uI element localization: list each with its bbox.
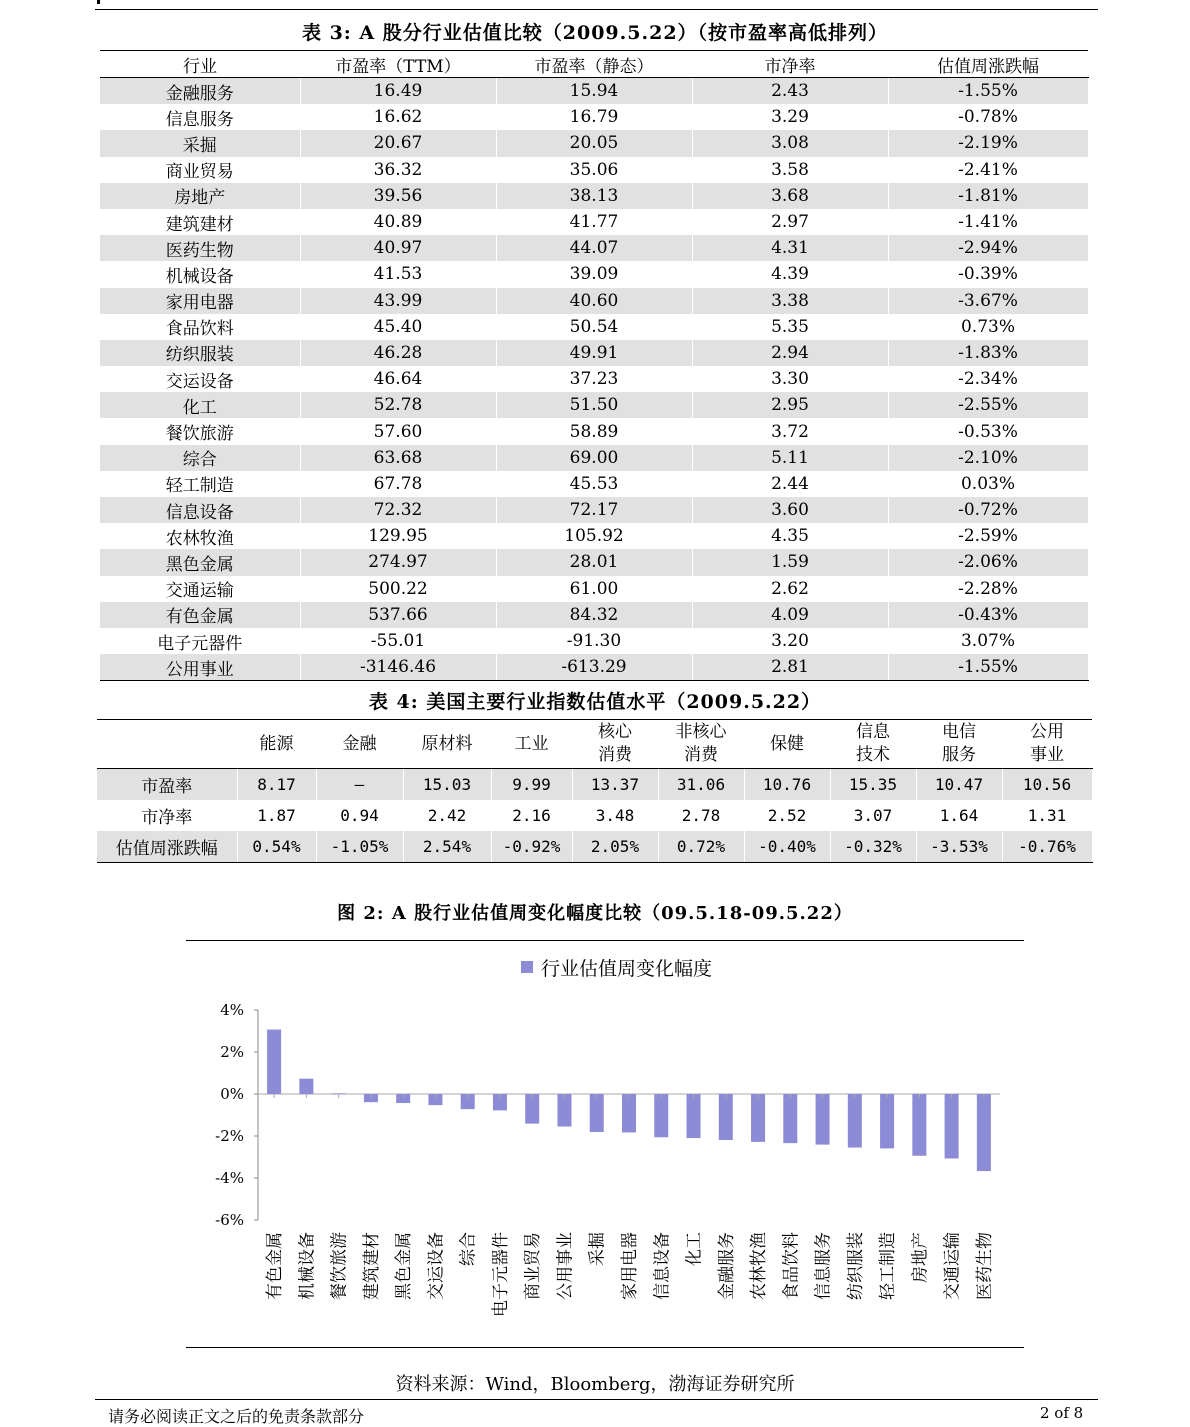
table3-cell: 3.20 [692,628,888,654]
table4-header-line: 消费 [684,745,718,765]
x-tick-label: 信息设备 [652,1232,673,1300]
table4-header-line: 金融 [342,733,377,754]
table4-cell: -0.92% [491,831,572,863]
table3-cell: 63.68 [300,445,496,471]
x-tick-label: 建筑建材 [361,1232,382,1300]
table3-cell: 2.81 [692,654,888,681]
table3-cell: 84.32 [496,602,692,628]
table3-cell: 67.78 [300,471,496,497]
x-tick-label: 金融服务 [716,1232,737,1300]
table4-cell: 8.17 [237,769,316,801]
table3-cell: 信息设备 [100,497,300,523]
table4-header-0 [97,720,237,769]
table3-header-0: 行业 [100,51,300,78]
table3-cell: 41.53 [300,261,496,287]
table4-header-10 [1002,720,1092,769]
table3-cell: 16.49 [300,78,496,105]
bar [525,1094,539,1124]
table4-header-1 [237,720,316,769]
table3-cell: 46.64 [300,366,496,392]
table-row [100,78,1088,105]
table3-cell: -1.81% [888,183,1088,209]
table4-cell: 2.05% [572,831,658,863]
figure-source: 资料来源：Wind，Bloomberg，渤海证券研究所 [395,1374,795,1395]
table3-cell: 3.07% [888,628,1088,654]
table4-cell: 10.47 [916,769,1002,801]
x-tick-label: 餐饮旅游 [329,1232,350,1300]
table-row [100,523,1088,549]
table3-cell: -0.78% [888,104,1088,130]
table-row [100,288,1088,314]
table4-header-7 [744,720,830,769]
header-rule [95,9,1098,10]
table3-cell: 农林牧渔 [100,523,300,549]
table3-cell: 3.38 [692,288,888,314]
table4-title: 表 4: 美国主要行业指数估值水平（2009.5.22） [368,691,822,713]
table3-cell: -2.19% [888,130,1088,156]
table4-header-line: 非核心 [675,722,727,742]
legend-label: 行业估值周变化幅度 [541,958,713,980]
table3-cell: 61.00 [496,576,692,602]
x-tick-label: 商业贸易 [523,1232,544,1300]
table3-cell: -91.30 [496,628,692,654]
table3-cell: -3146.46 [300,654,496,681]
table3-cell: 500.22 [300,576,496,602]
table3-cell: -2.55% [888,392,1088,418]
table3-cell: -613.29 [496,654,692,681]
table3-cell: 35.06 [496,157,692,183]
table4-cell: -0.76% [1002,831,1092,863]
table-row [100,392,1088,418]
table3-cell: 36.32 [300,157,496,183]
table3-cell: 3.72 [692,418,888,444]
table3-cell: -0.53% [888,418,1088,444]
table-row [100,314,1088,340]
table4-cell: 15.35 [830,769,916,801]
table3-cell: 15.94 [496,78,692,105]
table-row [100,602,1088,628]
table4-header-line: 工业 [514,733,549,754]
table3-cell: 机械设备 [100,261,300,287]
y-tick-label: -6% [215,1211,244,1229]
table3-cell: 2.44 [692,471,888,497]
table4-cell: 10.76 [744,769,830,801]
table-row [97,769,1092,801]
bar [719,1094,733,1140]
x-tick-label: 黑色金属 [394,1232,415,1300]
bar [751,1094,765,1142]
y-tick-label: 0% [220,1085,244,1103]
table-row [100,209,1088,235]
table3-cell: 50.54 [496,314,692,340]
table-row [100,445,1088,471]
table4-cell: -3.53% [916,831,1002,863]
table3-cell: 交运设备 [100,366,300,392]
table3-cell: 39.56 [300,183,496,209]
x-tick-label: 信息服务 [813,1232,834,1300]
bar [816,1094,830,1145]
bar [654,1094,668,1137]
table-row [100,157,1088,183]
table4-header-line: 服务 [942,745,976,765]
table3-cell: 2.62 [692,576,888,602]
table3-cell: 家用电器 [100,288,300,314]
table3-cell: -0.72% [888,497,1088,523]
table3-cell: -2.06% [888,549,1088,575]
table3-header-3: 市净率 [692,51,888,78]
table3-header-2: 市盈率（静态） [496,51,692,78]
table3-cell: 40.89 [300,209,496,235]
table3-cell: 2.43 [692,78,888,105]
x-tick-label: 家用电器 [620,1232,640,1300]
table3-cell: 采掘 [100,130,300,156]
table4-header-3 [403,720,491,769]
table3-cell: 4.31 [692,235,888,261]
table4-header-9 [916,720,1002,769]
table4-header-line: 保健 [770,733,804,754]
table3-cell: -0.43% [888,602,1088,628]
table3-cell: 3.68 [692,183,888,209]
table3-cell: 16.79 [496,104,692,130]
table3-cell: -1.55% [888,654,1088,681]
table3-cell: 5.35 [692,314,888,340]
table4-header-line: 技术 [856,745,890,765]
table3-cell: 食品饮料 [100,314,300,340]
table4-header-line: 核心 [598,722,632,742]
table-row [100,628,1088,654]
x-tick-label: 化工 [684,1232,705,1266]
table-row [100,366,1088,392]
footer-rule [95,1399,1098,1400]
table4-header-line: 电信 [942,722,976,742]
table3-cell: -2.59% [888,523,1088,549]
table4-header-line: 事业 [1030,745,1064,765]
table3-cell: -1.41% [888,209,1088,235]
figure-bottom-rule [186,1347,1024,1348]
table3-cell: 45.40 [300,314,496,340]
table3-cell: 4.09 [692,602,888,628]
table3-cell: 交通运输 [100,576,300,602]
x-tick-label: 房地产 [910,1232,931,1283]
table3-cell: -3.67% [888,288,1088,314]
table3-cell: 4.35 [692,523,888,549]
table-row [100,235,1088,261]
table3-cell: 45.53 [496,471,692,497]
table3-cell: 金融服务 [100,78,300,105]
x-tick-label: 交通运输 [942,1232,963,1300]
x-tick-label: 农林牧渔 [749,1232,770,1300]
table4-row-label: 市盈率 [97,769,237,801]
table3-cell: 105.92 [496,523,692,549]
table3-cell: 39.09 [496,261,692,287]
x-tick-label: 食品饮料 [781,1232,802,1300]
table3-cell: 58.89 [496,418,692,444]
table4-header-8 [830,720,916,769]
table-row [100,418,1088,444]
table3-cell: 274.97 [300,549,496,575]
table3-header-1: 市盈率（TTM） [300,51,496,78]
table3-cell: 建筑建材 [100,209,300,235]
table3-cell: 72.32 [300,497,496,523]
table3-cell: 41.77 [496,209,692,235]
table3-cell: 40.60 [496,288,692,314]
table3-cell: 69.00 [496,445,692,471]
table4-cell: 31.06 [658,769,744,801]
bar [783,1094,797,1143]
bar [848,1094,862,1148]
table3-cell: -2.28% [888,576,1088,602]
x-tick-label: 采掘 [587,1232,608,1266]
table4-cell: 2.52 [744,800,830,831]
table-row [100,104,1088,130]
table3-cell: 黑色金属 [100,549,300,575]
table-row [100,261,1088,287]
bar [912,1094,926,1156]
bar [977,1094,991,1171]
x-tick-label: 有色金属 [265,1232,286,1300]
bar [590,1094,604,1132]
table3-cell: 1.59 [692,549,888,575]
table3-cell: 2.94 [692,340,888,366]
table3-cell: 2.97 [692,209,888,235]
table3-cell: -1.83% [888,340,1088,366]
bar [687,1094,701,1138]
table3 [100,50,1089,681]
table3-cell: 0.73% [888,314,1088,340]
table3-cell: 3.30 [692,366,888,392]
table3-cell: 5.11 [692,445,888,471]
table4-header-6 [658,720,744,769]
table3-cell: 4.39 [692,261,888,287]
table3-cell: -2.10% [888,445,1088,471]
table-row [100,471,1088,497]
y-tick-label: -4% [215,1169,244,1187]
table4-row-label: 市净率 [97,800,237,831]
table-row [100,654,1088,681]
table3-cell: 51.50 [496,392,692,418]
table3-cell: 综合 [100,445,300,471]
table-row [100,576,1088,602]
table3-cell: -2.34% [888,366,1088,392]
table4-cell: -0.40% [744,831,830,863]
header-mark [97,0,100,4]
table4-cell: 2.54% [403,831,491,863]
table3-cell: 轻工制造 [100,471,300,497]
table-row [97,831,1092,863]
table-row [100,549,1088,575]
table3-cell: -0.39% [888,261,1088,287]
table4-cell: 2.16 [491,800,572,831]
table4-cell: 1.64 [916,800,1002,831]
table3-cell: 纺织服装 [100,340,300,366]
table4-header-line: 消费 [598,745,632,765]
table3-cell: 52.78 [300,392,496,418]
bar [267,1030,281,1094]
table4-row-label: 估值周涨跌幅 [97,831,237,863]
table3-cell: 28.01 [496,549,692,575]
bar [622,1094,636,1132]
table3-cell: 3.29 [692,104,888,130]
table3-cell: -55.01 [300,628,496,654]
table4 [97,719,1093,863]
table4-cell: — [316,769,403,801]
table4-cell: 13.37 [572,769,658,801]
figure-title: 图 2: A 股行业估值周变化幅度比较（09.5.18-09.5.22） [337,903,853,924]
table3-cell: -2.94% [888,235,1088,261]
table4-cell: 2.42 [403,800,491,831]
table4-cell: -1.05% [316,831,403,863]
table3-cell: 16.62 [300,104,496,130]
table4-cell: 1.31 [1002,800,1092,831]
x-tick-label: 交运设备 [426,1232,447,1300]
table3-cell: 72.17 [496,497,692,523]
table-row [100,497,1088,523]
table4-cell: 0.54% [237,831,316,863]
figure-top-rule [186,940,1024,941]
table4-cell: 3.07 [830,800,916,831]
table3-cell: 有色金属 [100,602,300,628]
table4-header-5 [572,720,658,769]
table4-header-2 [316,720,403,769]
table4-cell: 0.94 [316,800,403,831]
table3-cell: 3.58 [692,157,888,183]
table4-header-line: 公用 [1030,722,1064,742]
table3-cell: 43.99 [300,288,496,314]
table3-cell: 餐饮旅游 [100,418,300,444]
bar [299,1079,313,1094]
table4-header-line: 信息 [856,722,890,742]
table4-cell: 15.03 [403,769,491,801]
legend-swatch [521,961,533,973]
table4-cell: 0.72% [658,831,744,863]
table3-cell: 商业贸易 [100,157,300,183]
table3-header-4: 估值周涨跌幅 [888,51,1088,78]
table4-header-4 [491,720,572,769]
x-tick-label: 机械设备 [297,1232,318,1300]
x-tick-label: 电子元器件 [490,1232,511,1317]
table3-cell: 房地产 [100,183,300,209]
page-number: 2 of 8 [1040,1404,1084,1422]
table3-cell: 44.07 [496,235,692,261]
table3-cell: 3.60 [692,497,888,523]
table-row [100,130,1088,156]
table4-cell: 10.56 [1002,769,1092,801]
y-tick-label: 2% [220,1043,244,1061]
table3-cell: 20.67 [300,130,496,156]
x-tick-label: 医药生物 [974,1232,995,1300]
table3-cell: 49.91 [496,340,692,366]
table3-cell: 46.28 [300,340,496,366]
x-tick-label: 纺织服装 [845,1232,866,1300]
table3-cell: 38.13 [496,183,692,209]
table3-cell: 537.66 [300,602,496,628]
table4-header-row [97,720,1092,769]
table3-cell: 电子元器件 [100,628,300,654]
table3-title: 表 3: A 股分行业估值比较（2009.5.22）（按市盈率高低排列） [301,22,889,44]
table-row [97,800,1092,831]
table3-cell: 2.95 [692,392,888,418]
x-tick-label: 公用事业 [555,1232,576,1300]
x-tick-label: 综合 [458,1232,479,1266]
table3-cell: 40.97 [300,235,496,261]
table3-cell: 3.08 [692,130,888,156]
bar [557,1094,571,1127]
table3-cell: 57.60 [300,418,496,444]
table4-header-line: 能源 [259,733,294,754]
table3-cell: 公用事业 [100,654,300,681]
table4-cell: 1.87 [237,800,316,831]
table-row [100,183,1088,209]
table3-cell: 37.23 [496,366,692,392]
table4-cell: -0.32% [830,831,916,863]
table3-cell: -1.55% [888,78,1088,105]
table3-cell: 0.03% [888,471,1088,497]
y-tick-label: 4% [220,1001,244,1019]
y-tick-label: -2% [215,1127,244,1145]
table4-cell: 3.48 [572,800,658,831]
bar-chart [186,944,1024,1344]
disclaimer-note: 请务必阅读正文之后的免责条款部分 [108,1407,365,1426]
table4-cell: 9.99 [491,769,572,801]
bar [880,1094,894,1148]
table3-cell: 医药生物 [100,235,300,261]
table4-header-line: 原材料 [421,733,473,754]
table4-cell: 2.78 [658,800,744,831]
bar [945,1094,959,1158]
table3-cell: 129.95 [300,523,496,549]
table3-cell: 化工 [100,392,300,418]
x-tick-label: 轻工制造 [878,1232,899,1300]
table3-cell: 20.05 [496,130,692,156]
table3-cell: -2.41% [888,157,1088,183]
table3-cell: 信息服务 [100,104,300,130]
table-row [100,340,1088,366]
table3-header-row [100,51,1088,78]
